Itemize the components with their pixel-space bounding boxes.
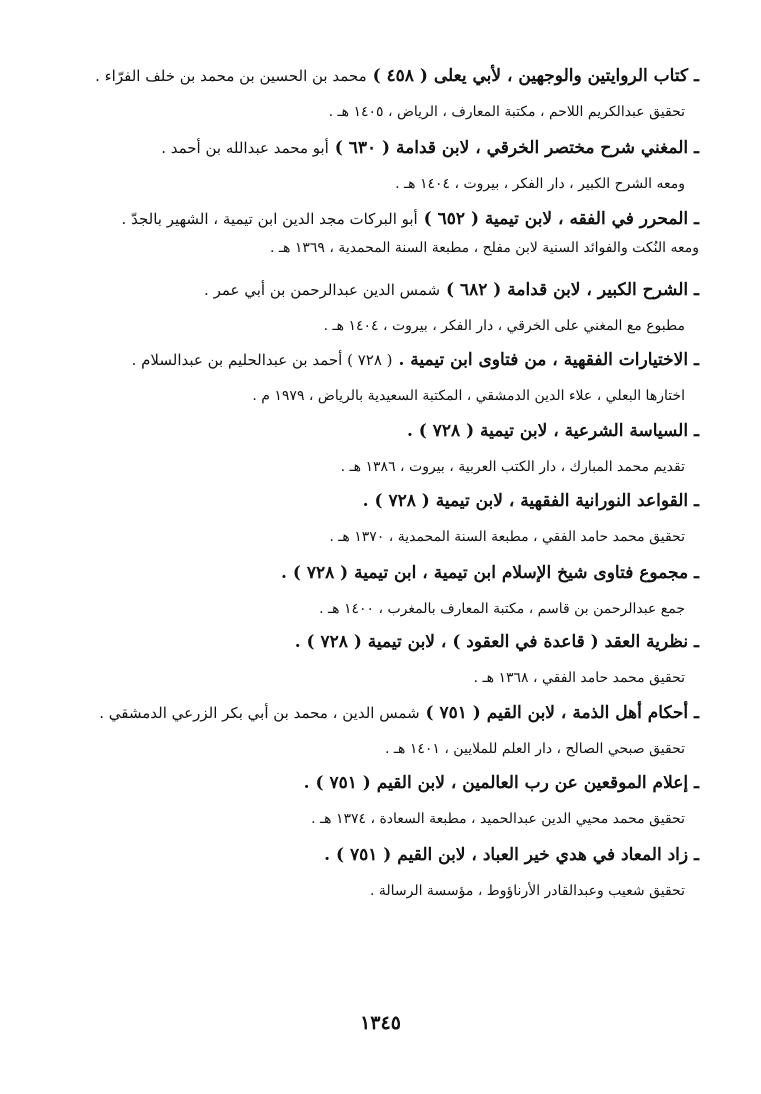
entry-note: تحقيق محمد حامد الفقي ، مطبعة السنة المحمدية ، ١٣٧٠ هـ .: [329, 529, 685, 545]
entry-note: تحقيق صبحي الصالح ، دار العلم للملايين ، ١٤٠١ هـ .: [384, 741, 685, 757]
bibliography-entry: [161, 136, 699, 195]
entry-title: ـ كتاب الروايتين والوجهين ، لأبي يعلى ( ٤٥٨ ): [372, 66, 699, 86]
entry-title-line: [281, 561, 699, 585]
entry-note: اختارها البعلي ، علاء الدين الدمشقي ، المكتبة السعيدية بالرياض ، ١٩٧٩ م .: [252, 388, 685, 404]
entry-title-line: [161, 136, 699, 160]
bibliography-entry: [95, 64, 699, 123]
bibliography-entry: [122, 207, 699, 259]
entry-author: محمد بن الحسين بن محمد بن خلف الفرّاء .: [95, 67, 367, 85]
entry-note: ومعه الشرح الكبير ، دار الفكر ، بيروت ، ١٤٠٤ هـ .: [395, 176, 685, 192]
entry-title-line: [122, 207, 699, 231]
entry-title-line: [99, 701, 699, 725]
entry-note: ومعه النُكت والفوائد السنية لابن مفلح ، مطبعة السنة المحمدية ، ١٣٦٩ هـ .: [269, 240, 699, 256]
entry-title-line: [329, 489, 699, 513]
page-number: ١٣٤٥: [360, 1012, 401, 1034]
entry-title: ـ المغني شرح مختصر الخرقي ، لابن قدامة ( ٦٣٠ ): [334, 138, 699, 158]
bibliography-entry: [132, 348, 699, 407]
entry-note: مطبوع مع المغني على الخرقي ، دار الفكر ، بيروت ، ١٤٠٤ هـ .: [323, 318, 685, 334]
entry-title: ـ نظرية العقد ( قاعدة في العقود ) ، لابن تيمية ( ٧٢٨ ) .: [294, 632, 699, 652]
entry-title-line: [295, 630, 699, 654]
bibliography-entry: [99, 701, 699, 760]
entry-title: ـ أحكام أهل الذمة ، لابن القيم ( ٧٥١ ): [425, 703, 699, 723]
entry-author: أبو البركات مجد الدين ابن تيمية ، الشهير بالجدّ .: [121, 210, 418, 228]
entry-title: ـ الشرح الكبير ، لابن قدامة ( ٦٨٢ ): [445, 280, 699, 300]
entry-title: ـ المحرر في الفقه ، لابن تيمية ( ٦٥٢ ): [423, 209, 699, 229]
entry-title: ـ الاختيارات الفقهية ، من فتاوى ابن تيمية .: [398, 350, 699, 370]
entry-title: ـ زاد المعاد في هدي خير العباد ، لابن القيم ( ٧٥١ ) .: [324, 845, 699, 865]
entry-title-line: [341, 419, 699, 443]
entry-note: جمع عبدالرحمن بن قاسم ، مكتبة المعارف بالمغرب ، ١٤٠٠ هـ .: [319, 601, 685, 617]
entry-author: أبو محمد عبدالله بن أحمد .: [161, 139, 329, 157]
bibliography-entry: [295, 630, 699, 689]
bibliography-entry: [304, 771, 699, 830]
bibliography-entry: [281, 561, 699, 620]
bibliography-entry: [324, 843, 699, 902]
entry-author: شمس الدين عبدالرحمن بن أبي عمر .: [204, 281, 441, 299]
entry-title-line: [324, 843, 699, 867]
entry-title-line: [304, 771, 699, 795]
entry-note: تقديم محمد المبارك ، دار الكتب العربية ، بيروت ، ١٣٨٦ هـ .: [340, 459, 685, 475]
entry-author: ( ٧٢٨ ) أحمد بن عبدالحليم بن عبدالسلام .: [131, 351, 393, 369]
entry-title: ـ مجموع فتاوى شيخ الإسلام ابن تيمية ، ابن تيمية ( ٧٢٨ ) .: [281, 563, 699, 583]
entry-title-line: [204, 278, 699, 302]
entry-note: تحقيق عبدالكريم اللاحم ، مكتبة المعارف ، الرياض ، ١٤٠٥ هـ .: [328, 104, 685, 120]
entry-author: شمس الدين ، محمد بن أبي بكر الزرعي الدمشقي .: [99, 704, 420, 722]
entry-title: ـ إعلام الموقعين عن رب العالمين ، لابن القيم ( ٧٥١ ) .: [303, 773, 699, 793]
bibliography-entry: [341, 419, 699, 478]
bibliography-entry: [329, 489, 699, 548]
entry-note: تحقيق شعيب وعبدالقادر الأرناؤوط ، مؤسسة الرسالة .: [369, 883, 685, 899]
entry-title-line: [95, 64, 699, 88]
entry-title-line: [132, 348, 699, 372]
entry-note: تحقيق محمد محيي الدين عبدالحميد ، مطبعة السعادة ، ١٣٧٤ هـ .: [311, 811, 685, 827]
entry-title: ـ القواعد النورانية الفقهية ، لابن تيمية ( ٧٢٨ ) .: [362, 491, 699, 511]
bibliography-entry: [204, 278, 699, 337]
entry-title: ـ السياسة الشرعية ، لابن تيمية ( ٧٢٨ ) .: [406, 421, 699, 441]
entry-note: تحقيق محمد حامد الفقي ، ١٣٦٨ هـ .: [473, 670, 685, 686]
